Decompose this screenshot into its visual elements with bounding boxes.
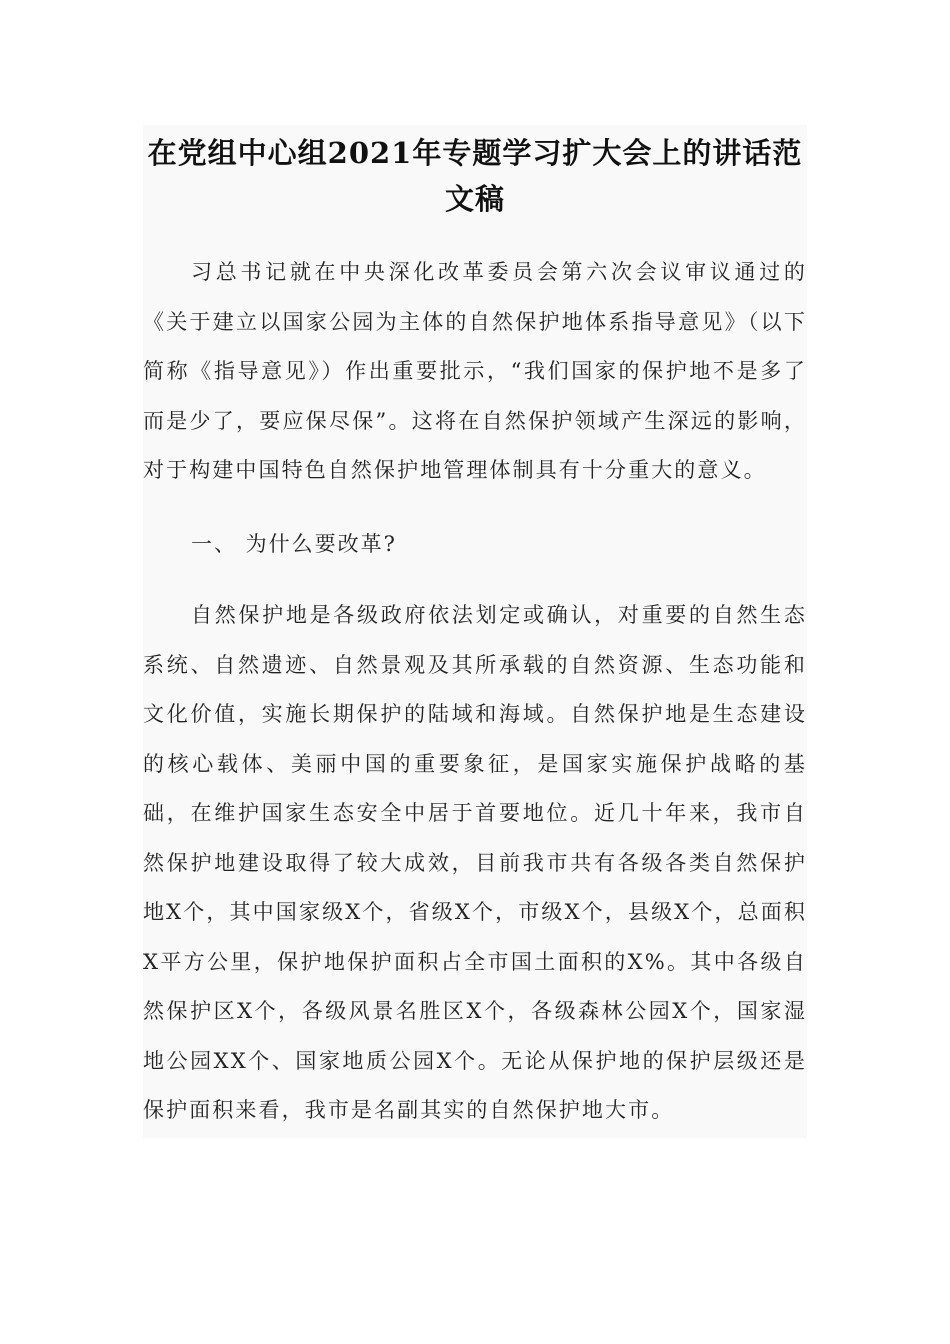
intro-paragraph: 习总书记就在中央深化改革委员会第六次会议审议通过的《关于建立以国家公园为主体的自然保护地体系指导意见》（以下简称《指导意见》）作出重要批示，“我们国家的保护地不是多了而是少了，要应保尽保”。这将在自然保护领域产生深远的影响，对于构建中国特色自然保护地管理体制具有十分重大的意义。 [143, 260, 807, 482]
document-title: 在党组中心组2021年专题学习扩大会上的讲话范文稿 [147, 136, 803, 216]
body-paragraph: 自然保护地是各级政府依法划定或确认，对重要的自然生态系统、自然遗迹、自然景观及其所承载的自然资源、生态功能和文化价值，实施长期保护的陆域和海域。自然保护地是生态建设的核心载体、美丽中国的重要象征，是国家实施保护战略的基础，在维护国家生态安全中居于首要地位。近几十年来，我市自然保护地建设取得了较大成效，目前我市共有各级各类自然保护地X个，其中国家级X个，省级X个，市级X个，县级X个，总面积X平方公里，保护地保护面积占全市国土面积的X%。其中各级自然保护区X个，各级风景名胜区X个，各级森林公园X个，国家湿地公园XX个、国家地质公园X个。无论从保护地的保护层级还是保护面积来看，我市是名副其实的自然保护地大市。 [143, 603, 807, 1122]
section-heading: 一、 为什么要改革? [191, 532, 397, 556]
